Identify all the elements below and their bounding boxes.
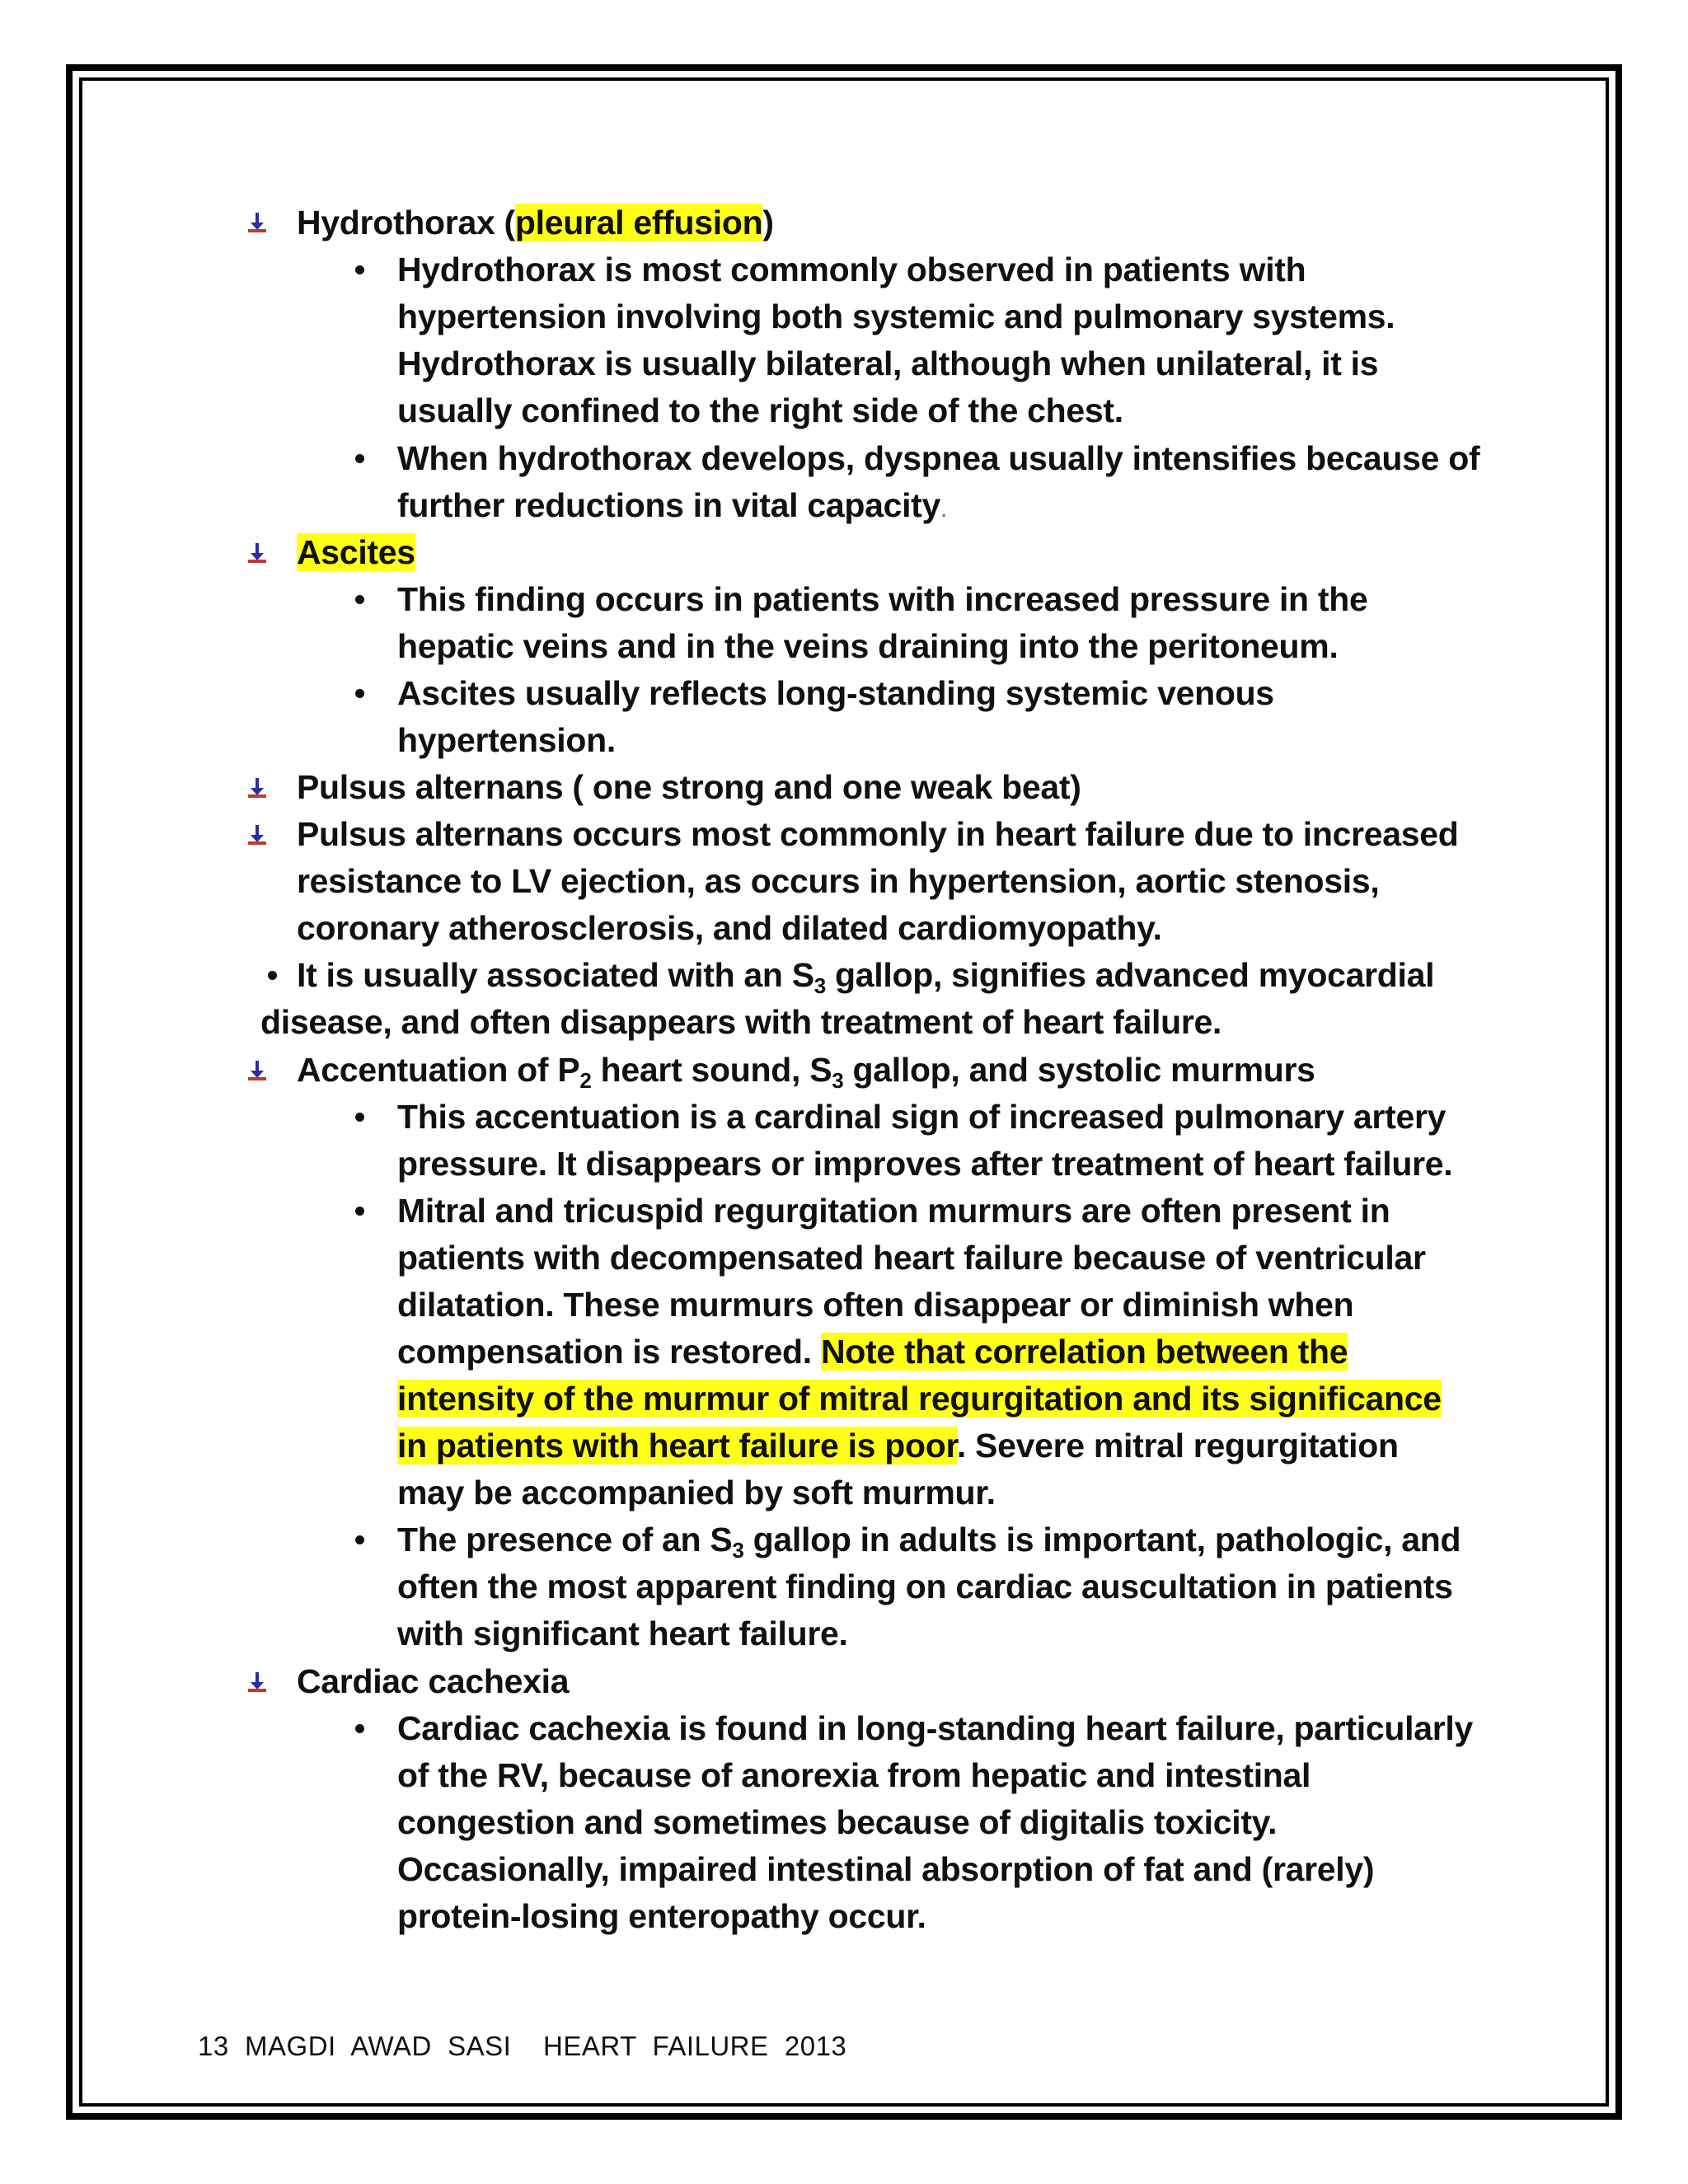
bullet-dot xyxy=(355,595,364,604)
note-text: disease, and often disappears with treatment of heart failure. xyxy=(260,1003,1222,1041)
bullet-text: This accentuation is a cardinal sign of increased pulmonary artery xyxy=(397,1098,1447,1136)
bullet-text: Hydrothorax is usually bilateral, although when unilateral, it is xyxy=(397,344,1379,382)
bullet-text: in patients with heart failure is poor. Severe mitral regurgitation xyxy=(397,1427,1399,1465)
highlighted-text: Note that correlation between the xyxy=(820,1333,1348,1371)
bullet-text: pressure. It disappears or improves after treatment of heart failure. xyxy=(397,1145,1453,1183)
bullet-text: hepatic veins and in the veins draining into the peritoneum. xyxy=(397,627,1339,665)
down-arrow-bullet-icon xyxy=(246,823,269,848)
section-heading-pulsus-alternans: Pulsus alternans ( one strong and one weak beat) xyxy=(297,768,1081,806)
bullet-dot xyxy=(355,1724,364,1733)
bullet-dot xyxy=(355,1535,364,1544)
section-heading-hydrothorax: Hydrothorax (pleural effusion) xyxy=(297,204,774,241)
bullet-dot xyxy=(355,265,364,274)
down-arrow-bullet-icon xyxy=(246,1059,269,1084)
section-heading-text: Pulsus alternans occurs most commonly in heart failure due to increased xyxy=(297,815,1459,853)
bullet-text: congestion and sometimes because of digitalis toxicity. xyxy=(397,1803,1278,1841)
section-heading-accentuation: Accentuation of $P_2$ heart sound, $S_3$ gallop, and systolic murmurs xyxy=(297,1051,1315,1093)
down-arrow-bullet-icon xyxy=(246,211,269,236)
bullet-dot xyxy=(355,454,364,463)
bullet-text: Hydrothorax is most commonly observed in patients with xyxy=(397,251,1306,288)
bullet-text: Occasionally, impaired intestinal absorption of fat and (rarely) xyxy=(397,1850,1375,1888)
bullet-text: hypertension involving both systemic and pulmonary systems. xyxy=(397,298,1395,335)
bullet-text xyxy=(397,1376,1442,1422)
bullet-dot xyxy=(355,689,364,698)
bullet-text: often the most apparent finding on cardiac auscultation in patients xyxy=(397,1568,1453,1605)
bullet-text: This finding occurs in patients with increased pressure in the xyxy=(397,580,1368,618)
down-arrow-bullet-icon xyxy=(246,1671,269,1695)
bullet-text: dilatation. These murmurs often disappear or diminish when xyxy=(397,1286,1354,1324)
bullet-dot xyxy=(355,1113,364,1122)
highlighted-text: pleural effusion xyxy=(514,204,763,241)
bullet-text: further reductions in vital capacity. xyxy=(397,486,948,524)
bullet-text: may be accompanied by soft murmur. xyxy=(397,1474,996,1511)
section-heading-cardiac-cachexia: Cardiac cachexia xyxy=(297,1662,570,1700)
bullet-text: When hydrothorax develops, dyspnea usually intensifies because of xyxy=(397,439,1480,477)
bullet-text: hypertension. xyxy=(397,721,616,759)
bullet-text: Cardiac cachexia is found in long-standing heart failure, particularly xyxy=(397,1709,1473,1747)
bullet-text: protein-losing enteropathy occur. xyxy=(397,1897,926,1935)
bullet-text: The presence of an $S_3$ gallop in adults is important, pathologic, and xyxy=(397,1521,1461,1563)
bullet-text: usually confined to the right side of the chest. xyxy=(397,391,1123,429)
highlighted-text: intensity of the murmur of mitral regurgitation and its significance xyxy=(397,1380,1442,1418)
bullet-text: with significant heart failure. xyxy=(397,1615,848,1652)
bullet-text: Mitral and tricuspid regurgitation murmurs are often present in xyxy=(397,1192,1390,1230)
bullet-text: of the RV, because of anorexia from hepatic and intestinal xyxy=(397,1756,1311,1794)
bullet-dot xyxy=(268,971,277,980)
bullet-dot xyxy=(355,1207,364,1216)
section-heading-text: coronary atherosclerosis, and dilated cardiomyopathy. xyxy=(297,909,1162,947)
down-arrow-bullet-icon xyxy=(246,776,269,801)
section-heading-text: resistance to LV ejection, as occurs in hypertension, aortic stenosis, xyxy=(297,862,1380,900)
bullet-text: compensation is restored. Note that correlation between the xyxy=(397,1333,1348,1371)
down-arrow-bullet-icon xyxy=(246,541,269,566)
highlighted-text: in patients with heart failure is poor xyxy=(397,1427,957,1465)
bullet-text: patients with decompensated heart failure because of ventricular xyxy=(397,1239,1426,1277)
page-footer: 13 MAGDI AWAD SASI HEART FAILURE 2013 xyxy=(198,2031,847,2061)
bullet-text: Ascites usually reflects long-standing systemic venous xyxy=(397,674,1274,712)
note-text: It is usually associated with an $S_3$ gallop, signifies advanced myocardial xyxy=(297,956,1435,998)
section-heading-ascites: Ascites xyxy=(297,533,415,571)
